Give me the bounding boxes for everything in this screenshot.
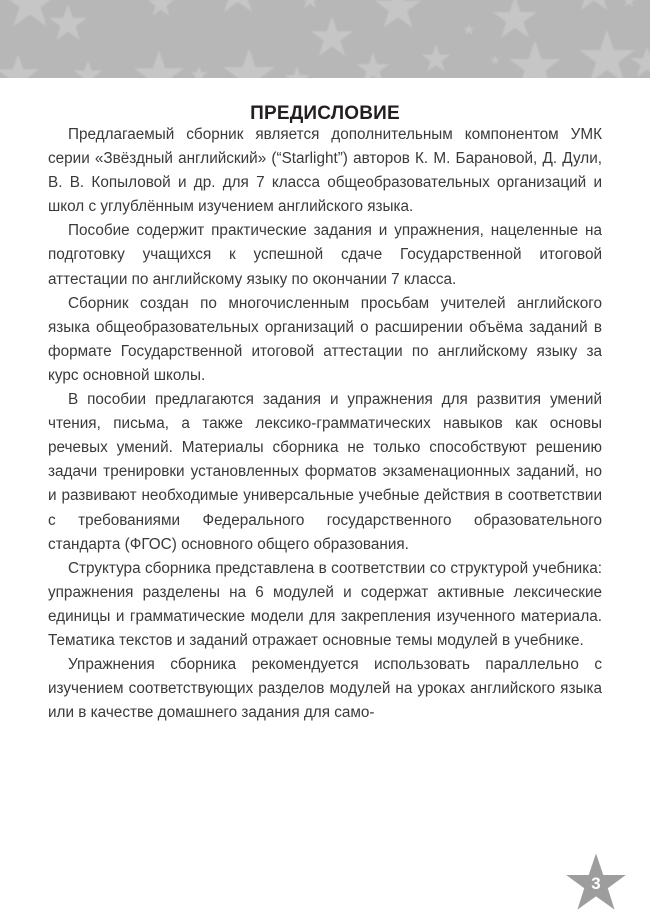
paragraph: Пособие содержит практические задания и упражнения, нацеленные на подготовку учащихся к успешной сдаче Государственной итоговой аттестации по английскому языку по окончании 7 класса. bbox=[48, 222, 602, 288]
page-number-star bbox=[565, 853, 627, 913]
paragraph: Сборник создан по многочисленным просьбам учителей английского языка общеобразовательных организаций о расширении объёма заданий в формате Государственной итоговой аттестации по английскому языку за курс основной школы. bbox=[48, 294, 602, 384]
page-body bbox=[0, 78, 650, 893]
paragraph: В пособии предлагаются задания и упражнения для развития умений чтения, письма, а также лексико-грамматических навыков как основы речевых умений. Материалы сборника не только способствуют решению задачи тренировки установленных форматов экзаменационных заданий, но и развивают необходимые универсальные учебные действия в соответствии с требованиями Федерального государственного образовательного стандарта (ФГОС) основного общего образования. bbox=[48, 391, 602, 553]
preface-text-block bbox=[48, 123, 602, 725]
header-star-pattern bbox=[0, 0, 650, 78]
paragraph: Упражнения сборника рекомендуется использовать параллельно с изучением соответствующих разделов модулей на уроках английского языка или в качестве домашнего задания для само- bbox=[48, 656, 602, 722]
paragraph: Структура сборника представлена в соответствии со структурой учебника: упражнения разделены на 6 модулей и содержат активные лексические единицы и грамматические модели для закрепления изученного материала. Тематика текстов и заданий отражает основные темы модулей в учебнике. bbox=[48, 559, 602, 649]
page-title: ПРЕДИСЛОВИЕ bbox=[250, 103, 400, 124]
header-star-band bbox=[0, 0, 650, 78]
page-number-label: 3 bbox=[591, 874, 601, 893]
paragraph: Предлагаемый сборник является дополнительным компонентом УМК серии «Звёздный английский» (“Starlight”) авторов К. М. Барановой, Д. Дули, В. В. Копыловой и др. для 7 класса общеобразовательных организаций и школ с углублённым изучением английского языка. bbox=[48, 126, 602, 216]
